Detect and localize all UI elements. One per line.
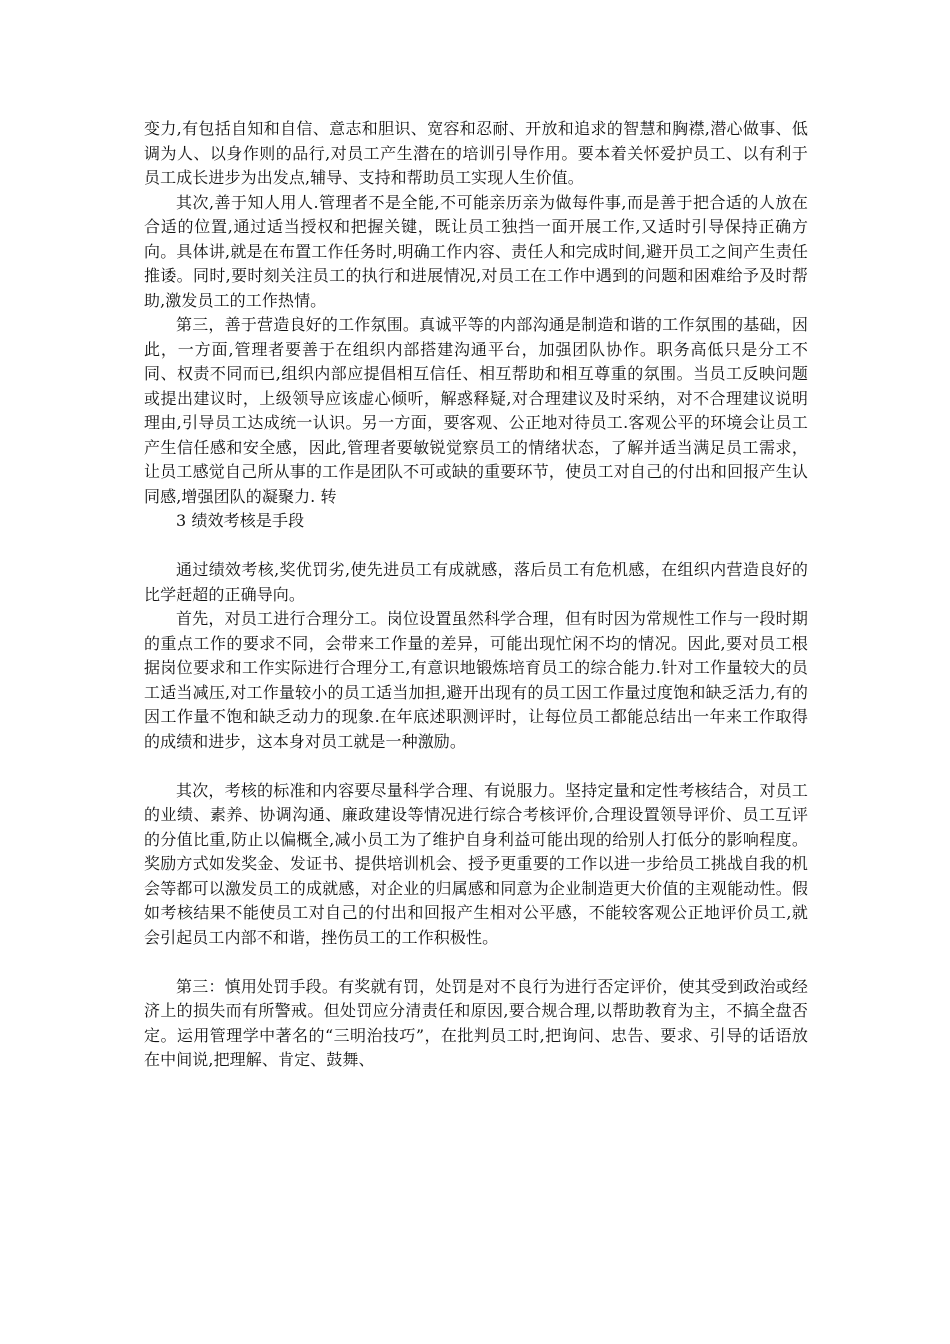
paragraph-division-of-labor: 首先，对员工进行合理分工。岗位设置虽然科学合理，但有时因为常规性工作与一段时期的重点工作的要求不同，会带来工作量的差异，可能出现忙闲不均的情况。因此,要对员工根据岗位要求和工作实际进行合理分工,有意识地锻炼培育员工的综合能力.针对工作量较大的员工适当减压,对工作量较小的员工适当加担,避开出现有的员工因工作量过度饱和缺乏活力,有的因工作量不饱和缺乏动力的现象.在年底述职测评时，让每位员工都能总结出一年来工作取得的成绩和进步，这本身对员工就是一种激励。 xyxy=(144,609,808,751)
paragraph-punishment: 第三：慎用处罚手段。有奖就有罚，处罚是对不良行为进行否定评价，使其受到政治或经济上的损失而有所警戒。但处罚应分清责任和原因,要合规合理,以帮助教育为主，不搞全盘否定。运用管理学中著名的“三明治技巧”，在批判员工时,把询问、忠告、要求、引导的话语放在中间说,把理解、肯定、鼓舞、 xyxy=(144,976,808,1069)
document-page xyxy=(144,117,808,1073)
paragraph-continued: 变力,有包括自知和自信、意志和胆识、宽容和忍耐、开放和追求的智慧和胸襟,潜心做事、低调为人、以身作则的品行,对员工产生潜在的培训引导作用。要本着关怀爱护员工、以有利于员工成长进步为出发点,辅导、支持和帮助员工实现人生价值。 xyxy=(144,119,808,187)
section-heading-performance: 3 绩效考核是手段 xyxy=(176,511,305,530)
blank-line xyxy=(144,950,808,975)
paragraph-work-atmosphere: 第三，善于营造良好的工作氛围。真诚平等的内部沟通是制造和谐的工作氛围的基础，因此，一方面,管理者要善于在组织内部搭建沟通平台，加强团队协作。职务高低只是分工不同、权责不同而已,组织内部应提倡相互信任、相互帮助和相互尊重的氛围。当员工反映问题或提出建议时，上级领导应该虚心倾听，解惑释疑,对合理建议及时采纳，对不合理建议说明理由,引导员工达成统一认识。另一方面，要客观、公正地对待员工.客观公平的环境会让员工产生信任感和安全感，因此,管理者要敏锐觉察员工的情绪状态，了解并适当满足员工需求，让员工感觉自己所从事的工作是团队不可或缺的重要环节，使员工对自己的付出和回报产生认同感,增强团队的凝聚力. 转 xyxy=(144,315,808,506)
paragraph-performance-intro: 通过绩效考核,奖优罚劣,使先进员工有成就感，落后员工有危机感，在组织内营造良好的比学赶超的正确导向。 xyxy=(144,560,808,604)
paragraph-assessment-standards: 其次，考核的标准和内容要尽量科学合理、有说服力。坚持定量和定性考核结合，对员工的业绩、素养、协调沟通、廉政建设等情况进行综合考核评价,合理设置领导评价、员工互评的分值比重,防止以偏概全,减小员工为了维护自身利益可能出现的给别人打低分的影响程度。奖励方式如发奖金、发证书、提供培训机会、授予更重要的工作以进一步给员工挑战自我的机会等都可以激发员工的成就感，对企业的归属感和同意为企业制造更大价值的主观能动性。假如考核结果不能使员工对自己的付出和回报产生相对公平感，不能较客观公正地评价员工,就会引起员工内部不和谐，挫伤员工的工作积极性。 xyxy=(144,780,808,947)
blank-line xyxy=(144,754,808,779)
blank-line xyxy=(144,534,808,559)
paragraph-knowing-people: 其次,善于知人用人.管理者不是全能,不可能亲历亲为做每件事,而是善于把合适的人放在合适的位置,通过适当授权和把握关键，既让员工独挡一面开展工作,又适时引导保持正确方向。具体讲,就是在布置工作任务时,明确工作内容、责任人和完成时间,避开员工之间产生责任推诿。同时,要时刻关注员工的执行和进展情况,对员工在工作中遇到的问题和困难给予及时帮助,激发员工的工作热情。 xyxy=(144,192,808,310)
